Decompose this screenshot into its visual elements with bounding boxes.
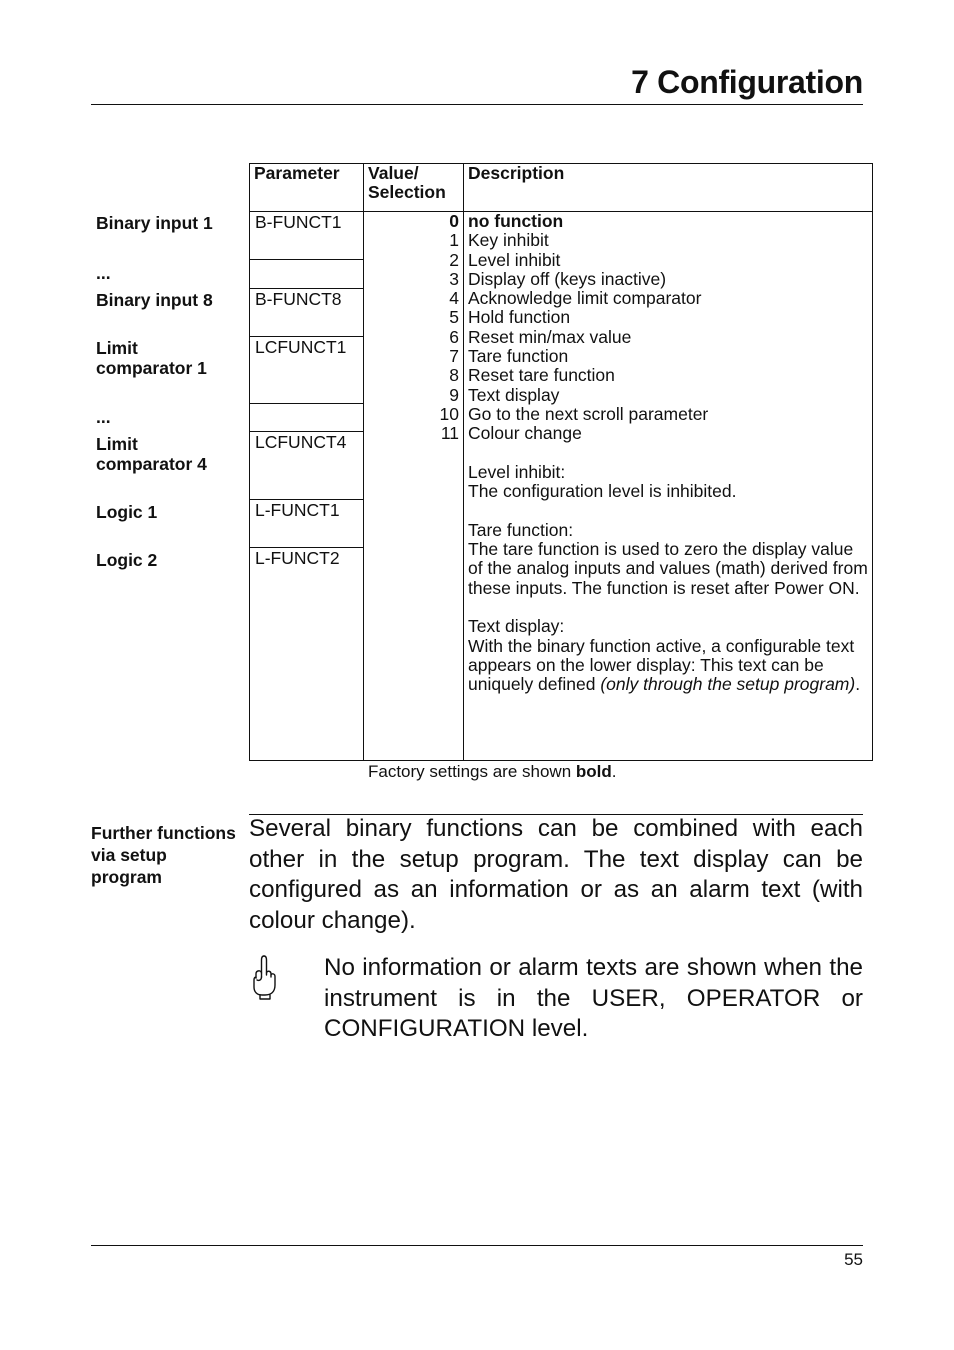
option-item: no function bbox=[468, 211, 564, 231]
note-paragraph: No information or alarm texts are shown when the instrument is in the USER, OPERATOR or CONFIGURATION level. bbox=[324, 954, 863, 1042]
parameter-table bbox=[249, 163, 873, 761]
param-b-funct1: B-FUNCT1 bbox=[255, 212, 342, 232]
param-l-funct1: L-FUNCT1 bbox=[250, 499, 364, 547]
value-item: 8 bbox=[449, 365, 459, 386]
parameter-column bbox=[250, 212, 364, 761]
header-value bbox=[364, 164, 464, 212]
factory-settings-footnote bbox=[368, 762, 617, 782]
option-item: Text display bbox=[468, 384, 560, 405]
footnote-bold: bold bbox=[575, 762, 612, 781]
value-item: 3 bbox=[449, 268, 459, 289]
option-item: Display off (keys inactive) bbox=[468, 268, 667, 289]
param-empty-2 bbox=[250, 403, 364, 432]
value-item: 11 bbox=[440, 423, 459, 444]
header-value-text: Value/ Selection bbox=[368, 163, 446, 203]
value-item: 9 bbox=[449, 384, 459, 405]
text-display-title: Text display: bbox=[468, 616, 565, 637]
text-display-italic: (only through the setup program) bbox=[600, 674, 856, 695]
value-item: 4 bbox=[449, 288, 459, 309]
label-logic-2: Logic 2 bbox=[96, 550, 158, 570]
description-column bbox=[464, 212, 873, 761]
value-item: 10 bbox=[439, 403, 459, 424]
value-item: 6 bbox=[449, 326, 459, 347]
level-inhibit-text: The configuration level is inhibited. bbox=[468, 481, 737, 502]
text-display-text: With the binary function active, a configurable text appears on the lower display: This text can be uniquely defined bbox=[468, 635, 855, 695]
label-ellipsis-2: ... bbox=[96, 407, 111, 427]
further-functions-label: Further functions via setup program bbox=[91, 823, 236, 887]
header-rule bbox=[91, 104, 863, 105]
text-display-paragraph bbox=[468, 637, 868, 695]
label-binary-input-8: Binary input 8 bbox=[96, 290, 213, 310]
label-limit-comparator-1: Limit comparator 1 bbox=[96, 338, 207, 378]
pointing-hand-icon bbox=[250, 953, 278, 1001]
text-display-end: . bbox=[855, 674, 861, 695]
param-b-funct8: B-FUNCT8 bbox=[250, 288, 364, 337]
label-limit-comparator-4: Limit comparator 4 bbox=[96, 434, 207, 474]
further-paragraph: Several binary functions can be combined with each other in the setup program. The text display can be configured as an information or as an alarm text (with colour change). bbox=[249, 815, 863, 934]
option-item: Key inhibit bbox=[468, 230, 549, 251]
option-item: Level inhibit bbox=[468, 249, 561, 270]
value-item: 0 bbox=[449, 211, 459, 231]
header-description: Description bbox=[464, 164, 873, 212]
option-item: Hold function bbox=[468, 307, 571, 328]
tare-title: Tare function: bbox=[468, 519, 574, 540]
page-number: 55 bbox=[844, 1250, 863, 1269]
option-item: Tare function bbox=[468, 346, 569, 367]
param-empty-1 bbox=[250, 259, 364, 288]
value-item: 2 bbox=[449, 249, 459, 270]
option-item: Acknowledge limit comparator bbox=[468, 288, 702, 309]
option-item: Reset tare function bbox=[468, 365, 615, 386]
label-binary-input-1: Binary input 1 bbox=[96, 213, 213, 233]
param-lcfunct4: LCFUNCT4 bbox=[250, 431, 364, 499]
value-item: 5 bbox=[449, 307, 459, 328]
option-item: Colour change bbox=[468, 423, 582, 444]
param-l-funct2: L-FUNCT2 bbox=[250, 547, 364, 597]
value-item: 7 bbox=[449, 346, 459, 367]
label-ellipsis-1: ... bbox=[96, 263, 111, 283]
option-item: Reset min/max value bbox=[468, 326, 632, 347]
table-header-row bbox=[250, 164, 873, 212]
footer-rule bbox=[91, 1245, 863, 1246]
level-inhibit-title: Level inhibit: bbox=[468, 461, 566, 482]
label-logic-1: Logic 1 bbox=[96, 502, 158, 522]
table-body-row bbox=[250, 212, 873, 761]
value-column bbox=[364, 212, 464, 761]
option-item: Go to the next scroll parameter bbox=[468, 403, 709, 424]
param-lcfunct1: LCFUNCT1 bbox=[250, 336, 364, 404]
tare-text: The tare function is used to zero the display value of the analog inputs and values (math) derived from these inputs. The function is reset after Power ON. bbox=[468, 539, 868, 598]
chapter-title: 7 Configuration bbox=[631, 64, 863, 100]
footnote-prefix: Factory settings are shown bbox=[368, 762, 576, 781]
footnote-suffix: . bbox=[611, 762, 617, 781]
header-parameter: Parameter bbox=[250, 164, 364, 212]
value-item: 1 bbox=[449, 230, 459, 251]
